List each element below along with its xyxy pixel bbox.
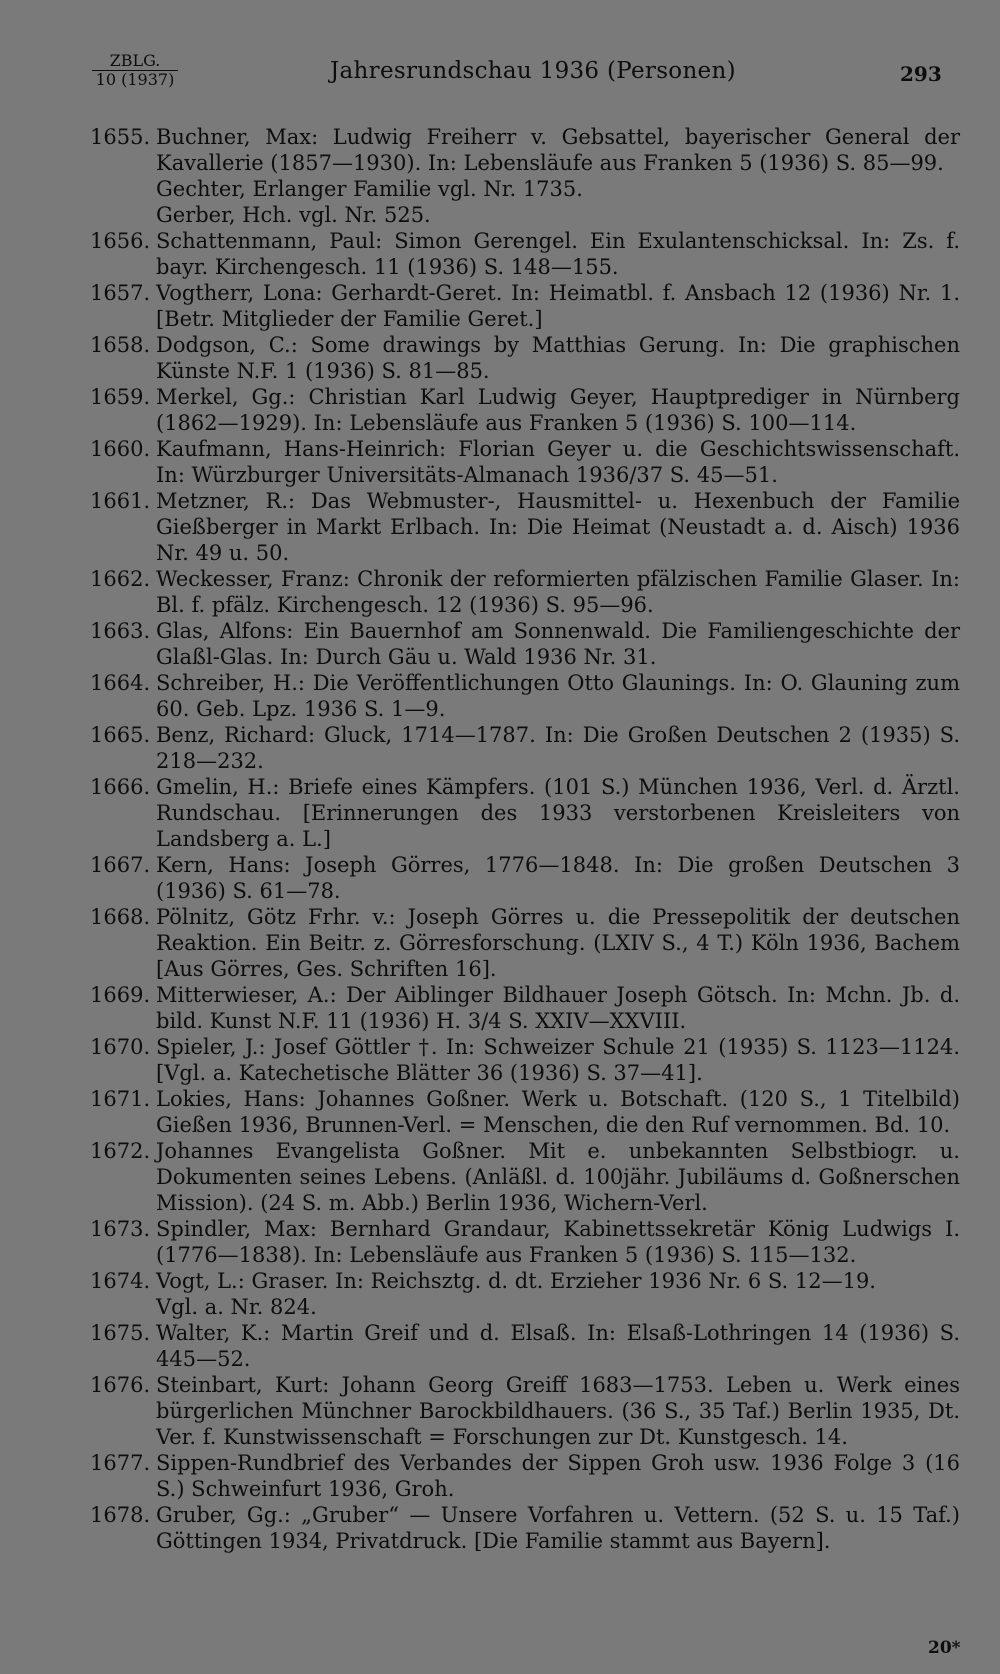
entry-text: Metzner, R.: Das Webmuster-, Hausmittel- u. Hexenbuch der Familie Gießberger in Markt Erlbach. In: Die Heimat (Neustadt a. d. Aisch) 1936 Nr. 49 u. 50.: [156, 489, 960, 565]
entry-number: 1666.: [90, 775, 151, 799]
entry-number: 1676.: [90, 1373, 151, 1397]
entry-text: Vgl. a. Nr. 824.: [156, 1295, 317, 1319]
journal-volume: 10 (1937): [95, 70, 175, 89]
entry-text: Spindler, Max: Bernhard Grandaur, Kabinettssekretär König Ludwigs I. (1776—1838). In: Lebensläufe aus Franken 5 (1936) S. 115—132.: [156, 1217, 960, 1267]
entry-number: 1658.: [90, 333, 151, 357]
entry-number: 1664.: [90, 671, 151, 695]
bibliography-list: [90, 124, 960, 1554]
bibliography-entry: [90, 436, 960, 488]
entry-text: Benz, Richard: Gluck, 1714—1787. In: Die Großen Deutschen 2 (1935) S. 218—232.: [156, 723, 960, 773]
entry-text: Schattenmann, Paul: Simon Gerengel. Ein Exulantenschicksal. In: Zs. f. bayr. Kirchengesch. 11 (1936) S. 148—155.: [156, 229, 960, 279]
bibliography-entry: [90, 280, 960, 332]
entry-number: 1662.: [90, 567, 151, 591]
entry-text: Johannes Evangelista Goßner. Mit e. unbekannten Selbstbiogr. u. Dokumenten seines Lebens. (Anläßl. d. 100jähr. Jubiläums d. Goßnerschen Mission). (24 S. m. Abb.) Berlin 1936, Wichern-Verl.: [156, 1139, 960, 1215]
cross-reference: [90, 202, 960, 228]
bibliography-entry: [90, 1086, 960, 1138]
entry-number: 1659.: [90, 385, 151, 409]
entry-text: Lokies, Hans: Johannes Goßner. Werk u. Botschaft. (120 S., 1 Titelbild) Gießen 1936, Brunnen-Verl. = Menschen, die den Ruf vernommen. Bd. 10.: [156, 1087, 960, 1137]
bibliography-entry: [90, 384, 960, 436]
entry-text: Glas, Alfons: Ein Bauernhof am Sonnenwald. Die Familiengeschichte der Glaßl-Glas. In: Durch Gäu u. Wald 1936 Nr. 31.: [156, 619, 960, 669]
entry-text: Gechter, Erlanger Familie vgl. Nr. 1735.: [156, 177, 583, 201]
entry-text: Pölnitz, Götz Frhr. v.: Joseph Görres u. die Pressepolitik der deutschen Reaktion. Ein Beitr. z. Görresforschung. (LXIV S., 4 T.) Köln 1936, Bachem [Aus Görres, Ges. Schriften 16].: [156, 905, 960, 981]
entry-text: Gerber, Hch. vgl. Nr. 525.: [156, 203, 431, 227]
entry-number: 1656.: [90, 229, 151, 253]
bibliography-entry: [90, 1034, 960, 1086]
page-number: 293: [900, 62, 942, 86]
bibliography-entry: [90, 670, 960, 722]
bibliography-entry: [90, 1372, 960, 1450]
bibliography-entry: [90, 1502, 960, 1554]
entry-text: Dodgson, C.: Some drawings by Matthias Gerung. In: Die graphischen Künste N.F. 1 (1936) S. 81—85.: [156, 333, 960, 383]
entry-text: Kaufmann, Hans-Heinrich: Florian Geyer u. die Geschichtswissenschaft. In: Würzburger Universitäts-Almanach 1936/37 S. 45—51.: [156, 437, 960, 487]
bibliography-entry: [90, 774, 960, 852]
entry-text: Merkel, Gg.: Christian Karl Ludwig Geyer, Hauptprediger in Nürnberg (1862—1929). In: Lebensläufe aus Franken 5 (1936) S. 100—114.: [156, 385, 960, 435]
entry-text: Vogtherr, Lona: Gerhardt-Geret. In: Heimatbl. f. Ansbach 12 (1936) Nr. 1. [Betr. Mitglieder der Familie Geret.]: [156, 281, 960, 331]
bibliography-entry: [90, 228, 960, 280]
entry-number: 1657.: [90, 281, 151, 305]
entry-text: Walter, K.: Martin Greif und d. Elsaß. In: Elsaß-Lothringen 14 (1936) S. 445—52.: [156, 1321, 960, 1371]
bibliography-entry: [90, 1268, 960, 1294]
cross-reference: [90, 176, 960, 202]
bibliography-entry: [90, 1320, 960, 1372]
bibliography-entry: [90, 1216, 960, 1268]
entry-number: 1672.: [90, 1139, 151, 1163]
entry-text: Gmelin, H.: Briefe eines Kämpfers. (101 S.) München 1936, Verl. d. Ärztl. Rundschau. [Erinnerungen des 1933 verstorbenen Kreisleiters von Landsberg a. L.]: [156, 775, 960, 851]
entry-text: Schreiber, H.: Die Veröffentlichungen Otto Glaunings. In: O. Glauning zum 60. Geb. Lpz. 1936 S. 1—9.: [156, 671, 960, 721]
entry-number: 1665.: [90, 723, 151, 747]
entry-number: 1674.: [90, 1269, 151, 1293]
entry-text: Weckesser, Franz: Chronik der reformierten pfälzischen Familie Glaser. In: Bl. f. pfälz. Kirchengesch. 12 (1936) S. 95—96.: [156, 567, 960, 617]
bibliography-entry: [90, 904, 960, 982]
bibliography-entry: [90, 332, 960, 384]
entry-number: 1655.: [90, 125, 151, 149]
bibliography-entry: [90, 566, 960, 618]
entry-text: Spieler, J.: Josef Göttler †. In: Schweizer Schule 21 (1935) S. 1123—1124. [Vgl. a. Katechetische Blätter 36 (1936) S. 37—41].: [156, 1035, 960, 1085]
cross-reference: [90, 1294, 960, 1320]
bibliography-entry: [90, 618, 960, 670]
entry-number: 1660.: [90, 437, 151, 461]
entry-number: 1673.: [90, 1217, 151, 1241]
bibliography-entry: [90, 852, 960, 904]
bibliography-entry: [90, 124, 960, 176]
printer-signature-mark: 20*: [928, 1638, 961, 1658]
entry-number: 1667.: [90, 853, 151, 877]
entry-text: Vogt, L.: Graser. In: Reichsztg. d. dt. Erzieher 1936 Nr. 6 S. 12—19.: [156, 1269, 876, 1293]
bibliography-entry: [90, 1450, 960, 1502]
journal-abbreviation: [92, 52, 178, 89]
page-title: Jahresrundschau 1936 (Personen): [330, 58, 736, 84]
entry-number: 1663.: [90, 619, 151, 643]
entry-number: 1661.: [90, 489, 151, 513]
entry-number: 1668.: [90, 905, 151, 929]
bibliography-entry: [90, 982, 960, 1034]
entry-number: 1675.: [90, 1321, 151, 1345]
entry-number: 1671.: [90, 1087, 151, 1111]
entry-number: 1677.: [90, 1451, 151, 1475]
entry-text: Steinbart, Kurt: Johann Georg Greiff 1683—1753. Leben u. Werk eines bürgerlichen Münchner Barockbildhauers. (36 S., 35 Taf.) Berlin 1935, Dt. Ver. f. Kunstwissenschaft = Forschungen zur Dt. Kunstgesch. 14.: [156, 1373, 960, 1449]
entry-number: 1669.: [90, 983, 151, 1007]
entry-text: Kern, Hans: Joseph Görres, 1776—1848. In: Die großen Deutschen 3 (1936) S. 61—78.: [156, 853, 960, 903]
bibliography-entry: [90, 1138, 960, 1216]
entry-text: Mitterwieser, A.: Der Aiblinger Bildhauer Joseph Götsch. In: Mchn. Jb. d. bild. Kunst N.F. 11 (1936) H. 3/4 S. XXIV—XXVIII.: [156, 983, 960, 1033]
entry-text: Sippen-Rundbrief des Verbandes der Sippen Groh usw. 1936 Folge 3 (16 S.) Schweinfurt 1936, Groh.: [156, 1451, 960, 1501]
bibliography-entry: [90, 488, 960, 566]
bibliography-entry: [90, 722, 960, 774]
journal-abbrev-top: ZBLG.: [92, 52, 178, 71]
entry-number: 1678.: [90, 1503, 151, 1527]
entry-text: Gruber, Gg.: „Gruber“ — Unsere Vorfahren u. Vettern. (52 S. u. 15 Taf.) Göttingen 1934, Privatdruck. [Die Familie stammt aus Bayern].: [156, 1503, 960, 1553]
entry-text: Buchner, Max: Ludwig Freiherr v. Gebsattel, bayerischer General der Kavallerie (1857—1930). In: Lebensläufe aus Franken 5 (1936) S. 85—99.: [156, 125, 960, 175]
entry-number: 1670.: [90, 1035, 151, 1059]
